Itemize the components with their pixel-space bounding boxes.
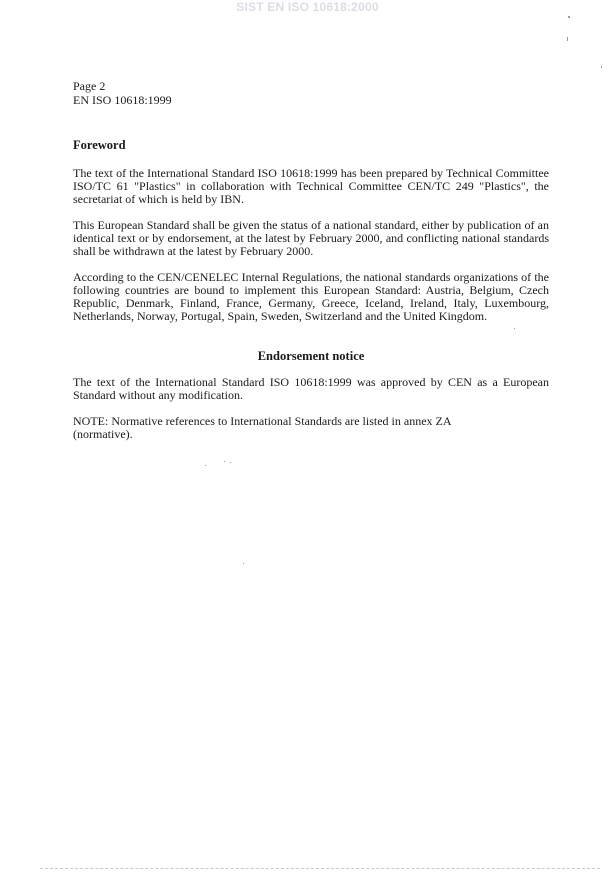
scan-speck: [601, 66, 602, 68]
foreword-heading: Foreword: [73, 138, 126, 152]
endorsement-paragraph: The text of the International Standard ISO 10618:1999 was approved by CEN as a European Standard without any modification.: [73, 375, 549, 402]
foreword-paragraph-3: According to the CEN/CENELEC Internal Regulations, the national standards organizations of the following countries are bound to implement this European Standard: Austria, Belgium, Czech Republic, Denmark, Finland, France, Germany, Greece, Iceland, Ireland, Italy, Luxembourg, Netherlands, Norway, Portugal, Spain, Sweden, Switzerland and the United Kingdom.: [73, 270, 549, 323]
scan-speck: [224, 461, 225, 462]
page-label: Page 2: [73, 79, 106, 93]
scan-edge: [40, 868, 600, 869]
foreword-paragraph-1: The text of the International Standard ISO 10618:1999 has been prepared by Technical Committee ISO/TC 61 "Plastics" in collaboration with Technical Committee CEN/TC 249 "Plastics", the secretariat of which is held by IBN.: [73, 166, 549, 206]
foreword-paragraph-2: This European Standard shall be given the status of a national standard, either by publication of an identical text or by endorsement, at the latest by February 2000, and conflicting national standards shall be withdrawn at the latest by February 2000.: [73, 218, 549, 258]
endorsement-heading: Endorsement notice: [257, 349, 365, 363]
scan-speck: [243, 563, 244, 564]
watermark: SIST EN ISO 10618:2000: [236, 0, 379, 14]
scan-speck: [514, 328, 515, 329]
normative-note: NOTE: Normative references to International Standards are listed in annex ZA (normative).: [73, 414, 451, 441]
scan-speck: [230, 462, 231, 463]
scan-speck: [567, 37, 568, 41]
scan-speck: [205, 465, 206, 466]
document-page: [73, 79, 549, 441]
scan-speck: [568, 16, 570, 18]
document-reference: EN ISO 10618:1999: [73, 93, 172, 107]
